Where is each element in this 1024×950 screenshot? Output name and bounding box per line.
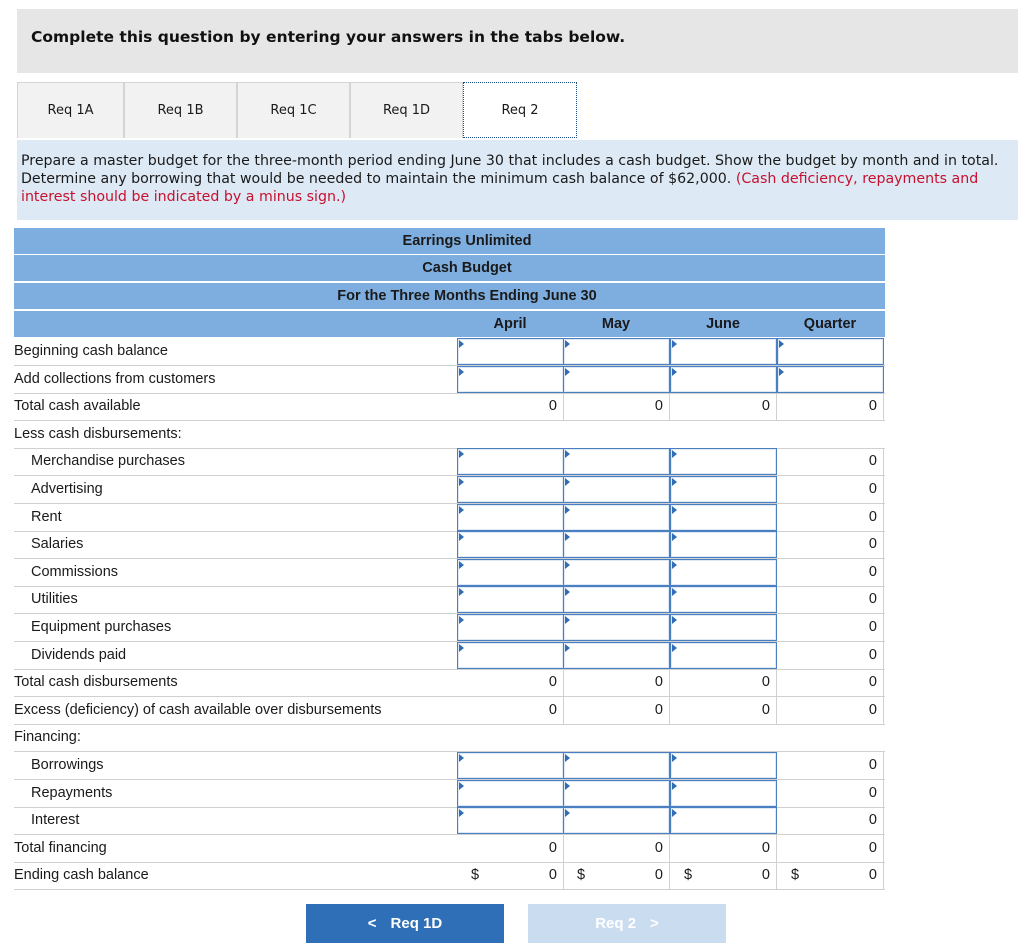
input-beginning-cash-may[interactable] [563, 338, 670, 365]
cell-value: 0 [548, 398, 557, 415]
input-utilities-may[interactable] [563, 586, 670, 613]
tab-req-1c[interactable]: Req 1C [237, 82, 350, 138]
cell-value: 0 [868, 619, 877, 635]
input-equipment-april[interactable] [457, 614, 564, 641]
value-utilities-quarter [777, 586, 884, 613]
dollar-sign: $ [684, 867, 693, 884]
row-label: Borrowings [31, 757, 104, 773]
empty-cell [563, 724, 670, 751]
value-excess-april [457, 697, 564, 724]
budget-row-total-financing [14, 836, 885, 863]
value-total-available-quarter [777, 393, 884, 420]
input-interest-june[interactable] [670, 807, 777, 834]
row-label: Beginning cash balance [14, 343, 168, 359]
value-total-disbursements-may [563, 669, 670, 696]
input-dividends-june[interactable] [670, 642, 777, 669]
cell-value: 0 [654, 867, 663, 884]
value-ending-cash-may [563, 862, 670, 889]
budget-row-total-disbursements [14, 670, 885, 697]
budget-row-borrowings [14, 753, 885, 780]
company-name-row [14, 228, 885, 255]
cell-value: 0 [868, 839, 877, 856]
input-borrowings-april[interactable] [457, 752, 564, 779]
budget-row-rent [14, 505, 885, 532]
cell-value: 0 [868, 398, 877, 415]
value-total-available-april [457, 393, 564, 420]
cell-value: 0 [761, 701, 770, 718]
input-add-collections-april[interactable] [457, 366, 564, 393]
input-advertising-june[interactable] [670, 476, 777, 503]
budget-period-row [14, 283, 885, 310]
value-ending-cash-june [670, 862, 777, 889]
budget-period: For the Three Months Ending June 30 [337, 288, 597, 304]
value-commissions-quarter [777, 559, 884, 586]
value-total-disbursements-quarter [777, 669, 884, 696]
dollar-sign: $ [471, 867, 480, 884]
tab-req-1d[interactable]: Req 1D [350, 82, 463, 138]
cell-value: 0 [548, 867, 557, 884]
cell-value: 0 [548, 674, 557, 691]
row-label: Repayments [31, 784, 113, 801]
input-rent-april[interactable] [457, 504, 564, 531]
value-total-available-may [563, 393, 670, 420]
input-commissions-june[interactable] [670, 559, 777, 586]
cell-value: 0 [868, 453, 877, 470]
cell-value: 0 [654, 398, 663, 415]
tab-req-1b[interactable]: Req 1B [124, 82, 237, 138]
row-label: Ending cash balance [14, 867, 149, 884]
cell-value: 0 [761, 674, 770, 691]
input-borrowings-may[interactable] [563, 752, 670, 779]
dollar-sign: $ [791, 867, 800, 884]
cell-value: 0 [868, 867, 877, 884]
input-repayments-april[interactable] [457, 780, 564, 807]
budget-row-salaries [14, 532, 885, 559]
input-salaries-april[interactable] [457, 531, 564, 558]
budget-row-dividends [14, 643, 885, 670]
cell-value: 0 [868, 563, 877, 580]
value-merchandise-quarter [777, 448, 884, 475]
cell-value: 0 [868, 481, 877, 497]
col-may: May [601, 316, 631, 332]
cell-value: 0 [654, 839, 663, 856]
prev-req-button[interactable] [306, 904, 504, 943]
value-total-financing-quarter [777, 835, 884, 862]
input-dividends-april[interactable] [457, 642, 564, 669]
budget-row-interest [14, 808, 885, 835]
input-repayments-may[interactable] [563, 780, 670, 807]
value-salaries-quarter [777, 531, 884, 558]
budget-row-total-available [14, 394, 885, 421]
row-label: Advertising [31, 481, 103, 497]
column-header-row [14, 311, 885, 338]
budget-row-utilities [14, 587, 885, 614]
input-interest-april[interactable] [457, 807, 564, 834]
cell-value: 0 [654, 674, 663, 691]
empty-cell [670, 421, 777, 448]
banner-text: Complete this question by entering your answers in the tabs below. [31, 28, 626, 46]
instructions-banner [17, 9, 1018, 73]
input-repayments-june[interactable] [670, 780, 777, 807]
row-label: Dividends paid [31, 646, 127, 663]
empty-cell [670, 724, 777, 751]
budget-row-ending-cash [14, 863, 885, 890]
input-borrowings-june[interactable] [670, 752, 777, 779]
input-commissions-april[interactable] [457, 559, 564, 586]
value-dividends-quarter [777, 642, 884, 669]
value-total-financing-april [457, 835, 564, 862]
value-excess-may [563, 697, 670, 724]
value-ending-cash-quarter [777, 862, 884, 889]
input-commissions-may[interactable] [563, 559, 670, 586]
empty-cell [457, 724, 564, 751]
tab-req-2[interactable]: Req 2 [463, 82, 577, 138]
cell-value: 0 [761, 839, 770, 856]
input-salaries-may[interactable] [563, 531, 670, 558]
row-label: Total cash disbursements [14, 674, 178, 691]
col-quarter: Quarter [803, 316, 857, 332]
row-label: Commissions [31, 563, 119, 580]
budget-row-beginning-cash [14, 339, 885, 366]
input-merchandise-june[interactable] [670, 448, 777, 475]
value-excess-quarter [777, 697, 884, 724]
budget-row-advertising [14, 477, 885, 504]
input-merchandise-may[interactable] [563, 448, 670, 475]
budget-row-less-disbursements [14, 422, 885, 449]
row-label: Add collections from customers [14, 370, 216, 387]
budget-row-repayments [14, 781, 885, 808]
empty-cell [457, 421, 564, 448]
empty-cell [563, 421, 670, 448]
budget-row-commissions [14, 560, 885, 587]
input-dividends-may[interactable] [563, 642, 670, 669]
input-rent-may[interactable] [563, 504, 670, 531]
cell-value: 0 [761, 867, 770, 884]
empty-cell [777, 421, 884, 448]
budget-row-excess [14, 698, 885, 725]
cell-value: 0 [654, 701, 663, 718]
cell-value: 0 [548, 839, 557, 856]
input-merchandise-april[interactable] [457, 448, 564, 475]
cell-value: 0 [761, 398, 770, 415]
value-total-financing-june [670, 835, 777, 862]
cell-value: 0 [868, 757, 877, 773]
value-equipment-quarter [777, 614, 884, 641]
cell-value: 0 [868, 508, 877, 525]
prev-req-label: Req 1D [390, 915, 443, 932]
input-equipment-may[interactable] [563, 614, 670, 641]
input-add-collections-may[interactable] [563, 366, 670, 393]
row-label: Rent [31, 508, 62, 525]
cell-value: 0 [868, 784, 877, 801]
budget-row-equipment [14, 615, 885, 642]
input-advertising-may[interactable] [563, 476, 670, 503]
next-req-button[interactable] [528, 904, 726, 943]
row-label: Total cash available [14, 398, 141, 415]
dollar-sign: $ [577, 867, 586, 884]
value-repayments-quarter [777, 780, 884, 807]
input-add-collections-quarter[interactable] [777, 366, 884, 393]
next-req-label: Req 2 [595, 915, 637, 932]
value-borrowings-quarter [777, 752, 884, 779]
row-label: Merchandise purchases [31, 453, 185, 470]
input-rent-june[interactable] [670, 504, 777, 531]
cell-value: 0 [868, 812, 877, 829]
value-total-disbursements-april [457, 669, 564, 696]
input-salaries-june[interactable] [670, 531, 777, 558]
input-equipment-june[interactable] [670, 614, 777, 641]
col-april: April [493, 316, 527, 332]
row-label: Financing: [14, 729, 81, 746]
instructions-panel [17, 140, 1018, 220]
tab-req-1a[interactable]: Req 1A [17, 82, 124, 138]
row-label: Equipment purchases [31, 619, 172, 635]
cell-value: 0 [868, 536, 877, 553]
input-beginning-cash-june[interactable] [670, 338, 777, 365]
cell-value: 0 [868, 701, 877, 718]
cell-value: 0 [868, 591, 877, 608]
budget-title-row [14, 255, 885, 282]
value-ending-cash-april [457, 862, 564, 889]
cell-value: 0 [868, 674, 877, 691]
value-interest-quarter [777, 807, 884, 834]
value-rent-quarter [777, 504, 884, 531]
row-label: Utilities [31, 591, 78, 608]
instructions-note: (Cash deficiency, repayments and interest should be indicated by a minus sign.) [21, 171, 979, 205]
input-utilities-april[interactable] [457, 586, 564, 613]
col-june: June [706, 316, 740, 332]
row-label: Excess (deficiency) of cash available over disbursements [14, 701, 382, 718]
budget-row-merchandise [14, 449, 885, 476]
budget-row-financing [14, 725, 885, 752]
cell-value: 0 [868, 646, 877, 663]
value-total-available-june [670, 393, 777, 420]
value-advertising-quarter [777, 476, 884, 503]
row-label: Interest [31, 812, 80, 829]
input-utilities-june[interactable] [670, 586, 777, 613]
value-excess-june [670, 697, 777, 724]
row-label: Salaries [31, 536, 84, 553]
value-total-financing-may [563, 835, 670, 862]
input-interest-may[interactable] [563, 807, 670, 834]
company-name: Earrings Unlimited [402, 233, 532, 249]
budget-row-add-collections [14, 367, 885, 394]
input-advertising-april[interactable] [457, 476, 564, 503]
chevron-right-icon: > [650, 915, 659, 932]
input-beginning-cash-quarter[interactable] [777, 338, 884, 365]
cell-value: 0 [548, 701, 557, 718]
instructions-text: Prepare a master budget for the three-month period ending June 30 that includes a cash budget. Show the budget by month and in total. Determine any borrowing that would be needed to maintain the minimum cash balance of $62,000. [21, 153, 999, 187]
empty-cell [777, 724, 884, 751]
row-label: Less cash disbursements: [14, 425, 182, 442]
input-beginning-cash-april[interactable] [457, 338, 564, 365]
budget-title: Cash Budget [422, 260, 512, 276]
row-label: Total financing [14, 839, 107, 856]
chevron-left-icon: < [367, 915, 377, 932]
input-add-collections-june[interactable] [670, 366, 777, 393]
value-total-disbursements-june [670, 669, 777, 696]
